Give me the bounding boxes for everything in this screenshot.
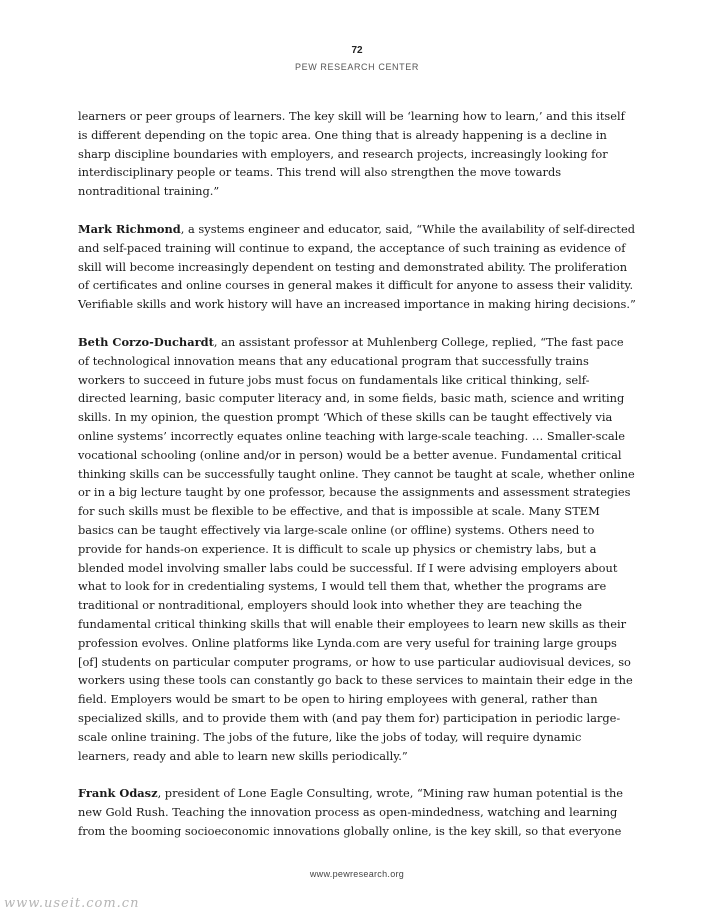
paragraph-text: , a systems engineer and educator, said, “While the availability of self-directed and self-paced training will continue to expand, the acceptance of such training as evidence of skill will become increasingly dependent on testing and demonstrated ability. The proliferation of certificates and online courses in general makes it difficult for anyone to assess their validity. Verifiable skills and work history will have an increased importance in making hiring decisions.” [78,221,636,312]
paragraph-text: , president of Lone Eagle Consulting, wrote, “Mining raw human potential is the new Gold Rush. Teaching the innovation process as open-mindedness, watching and learning from the booming socioeconomic innovations globally online, is the key skill, so that everyone [78,786,624,838]
article-body [78,107,636,860]
speaker-name: Mark Richmond [78,221,181,236]
paragraph-text: , an assistant professor at Muhlenberg College, replied, “The fast pace of technological innovation means that any educational program that successfully trains workers to succeed in future jobs must focus on fundamentals like critical thinking, self-directed learning, basic computer literacy and, in some fields, basic math, science and writing skills. In my opinion, the question prompt ‘Which of these skills can be taught effectively via online systems’ incorrectly equates online teaching with large-scale teaching. … Smaller-scale vocational schooling (online and/or in person) would be a better avenue. Fundamental critical thinking skills can be successfully taught online. They cannot be taught at scale, whether online or in a big lecture taught by one professor, because the assignments and assessment strategies for such skills must be flexible to be effective, and that is impossible at scale. Many STEM basics can be taught effectively via large-scale online (or offline) systems. Others need to provide for hands-on experience. It is difficult to scale up physics or chemistry labs, but a blended model involving smaller labs could be successful. If I were advising employers about what to look for in credentialing systems, I would tell them that, whether the programs are traditional or nontraditional, employers should look into whether they are teaching the fundamental critical thinking skills that will enable their employees to learn new skills as their profession evolves. Online platforms like Lynda.com are very useful for training large groups [of] students on particular computer programs, or how to use particular audiovisual devices, so workers using these tools can constantly go back to these services to maintain their edge in the field. Employers would be smart to be open to hiring employees with general, rather than specialized skills, and to provide them with (and pay them for) participation in periodic large-scale online training. The jobs of the future, like the jobs of today, will require dynamic learners, ready and able to learn new skills periodically.” [78,334,635,763]
speaker-name: Beth Corzo-Duchardt [78,334,214,349]
quote-paragraph [78,784,636,840]
quote-paragraph [78,333,636,765]
page-number: 72 [351,45,363,56]
paragraph-text: learners or peer groups of learners. The key skill will be ‘learning how to learn,’ and this itself is different depending on the topic area. One thing that is already happening is a decline in sharp discipline boundaries with employers, and research projects, increasingly looking for interdisciplinary people or teams. This trend will also strengthen the move towards nontraditional training.” [78,109,625,199]
quote-paragraph [78,220,636,314]
paragraph-continuation [78,107,636,201]
page-header [0,44,714,74]
watermark: www.useit.com.cn [4,896,140,911]
footer-url[interactable]: www.pewresearch.org [309,869,405,879]
speaker-name: Frank Odasz [78,786,158,801]
org-name: PEW RESEARCH CENTER [295,62,419,72]
